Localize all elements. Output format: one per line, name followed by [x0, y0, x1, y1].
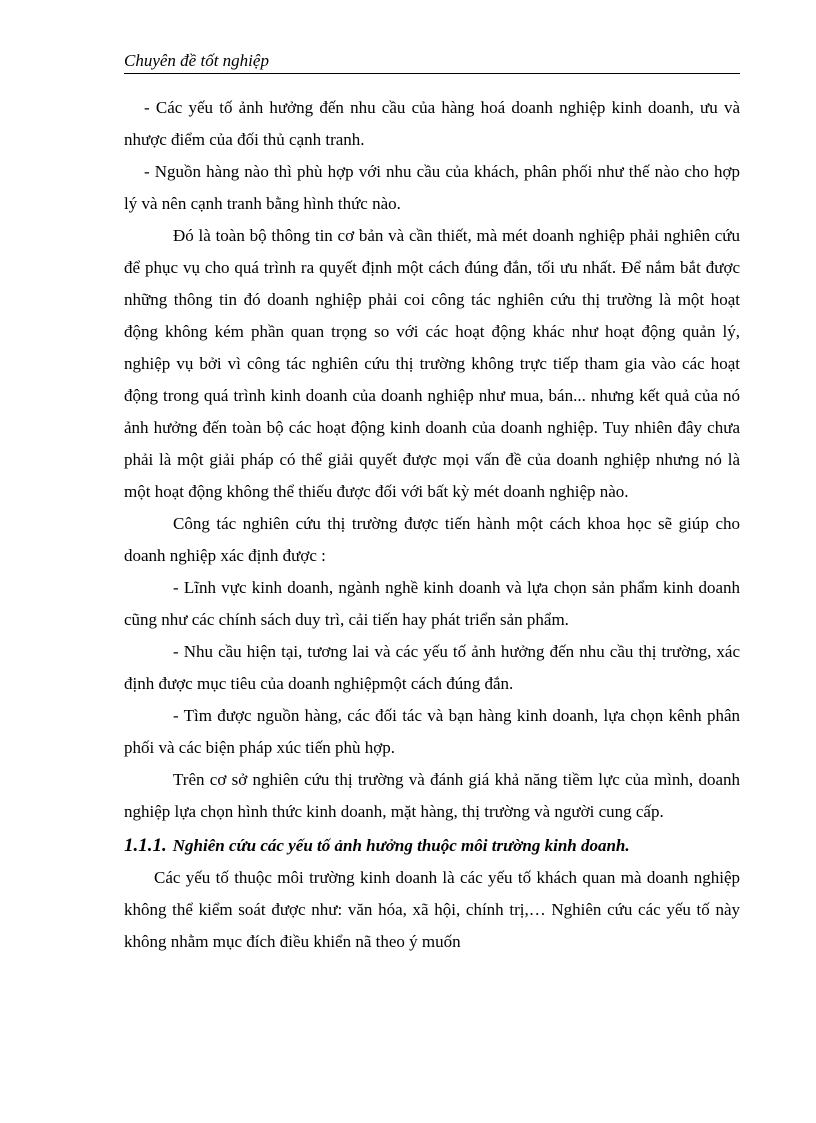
paragraph: Đó là toàn bộ thông tin cơ bản và cần thiết, mà mét doanh nghiệp phải nghiên cứu để phục vụ cho quá trình ra quyết định một cách đúng đắn, tối ưu nhất. Để nắm bắt được những thông tin đó doanh nghiệp phải coi công tác nghiên cứu thị trường là một hoạt động không kém phần quan trọng so với các hoạt động khác như hoạt động quản lý, nghiệp vụ bởi vì công tác nghiên cứu thị trường không trực tiếp tham gia vào các hoạt động trong quá trình kinh doanh của doanh nghiệp như mua, bán... nhưng kết quả của nó ảnh hưởng đến toàn bộ các hoạt động kinh doanh của doanh nghiệp. Tuy nhiên đây chưa phải là một giải pháp có thể giải quyết được mọi vấn đề của doanh nghiệp nhưng nó là một hoạt động không thể thiếu được đối với bất kỳ mét doanh nghiệp nào. — [124, 226, 740, 501]
paragraph: - Tìm được nguồn hàng, các đối tác và bạn hàng kinh doanh, lựa chọn kênh phân phối và các biện pháp xúc tiến phù hợp. — [124, 706, 740, 757]
document-body — [124, 92, 740, 958]
page-header: Chuyên đề tốt nghiệp — [124, 50, 740, 74]
section-heading — [124, 830, 740, 862]
paragraph: - Nhu cầu hiện tại, tương lai và các yếu tố ảnh hưởng đến nhu cầu thị trường, xác định được mục tiêu của doanh nghiệpmột cách đúng đắn. — [124, 642, 740, 693]
paragraph: - Nguồn hàng nào thì phù hợp với nhu cầu của khách, phân phối như thế nào cho hợp lý và nên cạnh tranh bằng hình thức nào. — [124, 162, 740, 213]
paragraph: Trên cơ sở nghiên cứu thị trường và đánh giá khả năng tiềm lực của mình, doanh nghiệp lựa chọn hình thức kinh doanh, mặt hàng, thị trường và người cung cấp. — [124, 770, 740, 821]
section-title: Nghiên cứu các yếu tố ảnh hưởng thuộc môi trường kinh doanh. — [172, 836, 630, 855]
section-number: 1.1.1. — [124, 835, 167, 856]
paragraph: - Lĩnh vực kinh doanh, ngành nghề kinh doanh và lựa chọn sản phẩm kinh doanh cũng như các chính sách duy trì, cải tiến hay phát triển sản phẩm. — [124, 578, 740, 629]
paragraph: Các yếu tố thuộc môi trường kinh doanh là các yếu tố khách quan mà doanh nghiệp không thể kiểm soát được như: văn hóa, xã hội, chính trị,… Nghiên cứu các yếu tố này không nhằm mục đích điều khiển nã theo ý muốn — [124, 868, 740, 951]
paragraph: - Các yếu tố ảnh hưởng đến nhu cầu của hàng hoá doanh nghiệp kinh doanh, ưu và nhược điểm của đối thủ cạnh tranh. — [124, 98, 740, 149]
paragraph: Công tác nghiên cứu thị trường được tiến hành một cách khoa học sẽ giúp cho doanh nghiệp xác định được : — [124, 514, 740, 565]
